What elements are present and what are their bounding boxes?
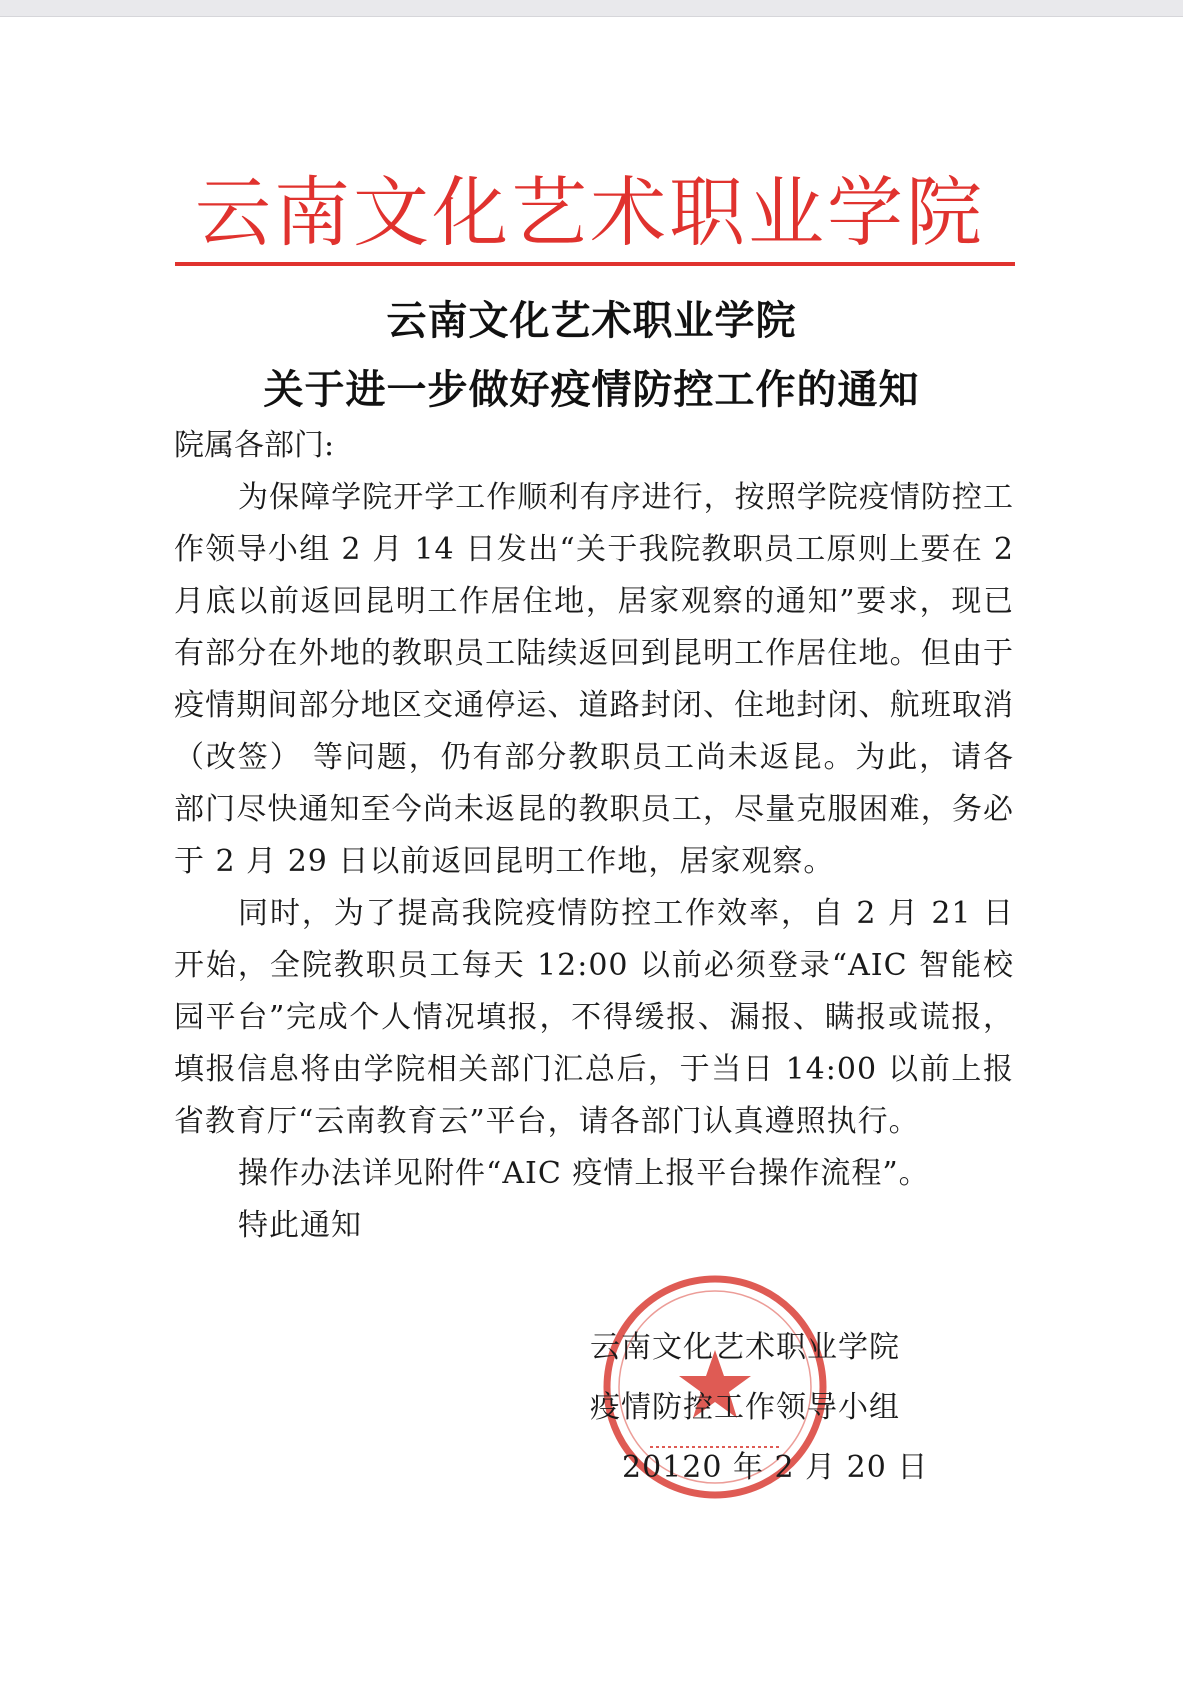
paragraph-4-text: 特此通知 xyxy=(238,1208,362,1243)
paragraph-4 xyxy=(174,1200,1014,1252)
paragraph-2-text: 同时，为了提高我院疫情防控工作效率，自 2 月 21 日开始，全院教职员工每天 12:00 以前必须登录“AIC 智能校园平台”完成个人情况填报，不得缓报、漏报、瞒报或谎报，填报信息将由学院相关部门汇总后，于当日 14:00 以前上报省教育厅“云南教育云”平台，请各部门认真遵照执行。 xyxy=(174,896,1014,1139)
paragraph-2 xyxy=(174,888,1014,1148)
document-title-line2: 关于进一步做好疫情防控工作的通知 xyxy=(263,366,920,413)
signature-group: 疫情防控工作领导小组 xyxy=(590,1390,900,1425)
paragraph-3 xyxy=(174,1148,1014,1200)
masthead-org-name: 云南文化艺术职业学院 xyxy=(195,168,985,257)
paragraph-3-text: 操作办法详见附件“AIC 疫情上报平台操作流程”。 xyxy=(238,1156,930,1191)
viewer-top-bar xyxy=(0,0,1183,17)
masthead-red-rule xyxy=(175,262,1015,266)
paragraph-1-text: 为保障学院开学工作顺利有序进行，按照学院疫情防控工作领导小组 2 月 14 日发出“关于我院教职员工原则上要在 2 月底以前返回昆明工作居住地，居家观察的通知”要求，现已有部分在外地的教职员工陆续返回到昆明工作居住地。但由于疫情期间部分地区交通停运、道路封闭、住地封闭、航班取消（改签） 等问题，仍有部分教职员工尚未返昆。为此，请各部门尽快通知至今尚未返昆的教职员工，尽量克服困难，务必于 2 月 29 日以前返回昆明工作地，居家观察。 xyxy=(174,480,1014,879)
signature-org: 云南文化艺术职业学院 xyxy=(590,1330,900,1365)
salutation: 院属各部门: xyxy=(174,428,335,463)
paragraph-1 xyxy=(174,472,1014,888)
signature-date: 20120 年 2 月 20 日 xyxy=(622,1450,929,1485)
document-title-line1: 云南文化艺术职业学院 xyxy=(386,297,797,344)
